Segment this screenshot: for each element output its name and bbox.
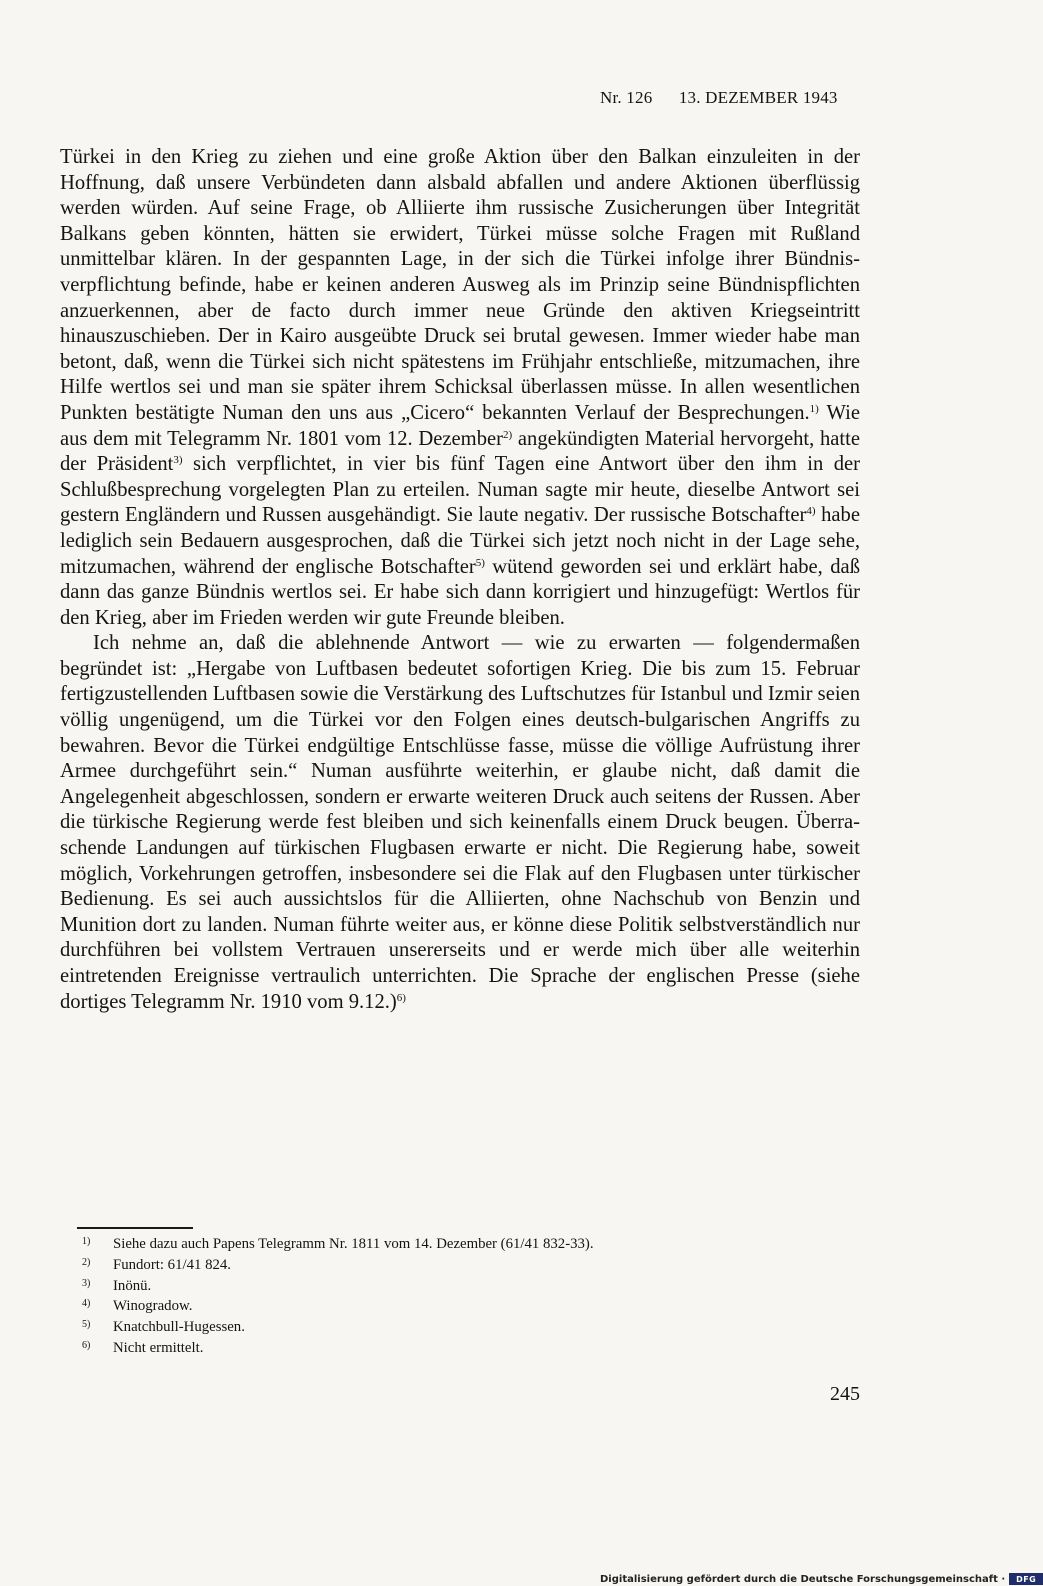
footnote: 2) Fundort: 61/41 824. — [82, 1256, 231, 1273]
text-segment: Wie aus dem mit Telegramm Nr. 1801 vom 12. Dezember — [60, 401, 860, 450]
footnote-text: Inönü. — [113, 1277, 152, 1294]
footnote: 5) Knatchbull-Hugessen. — [82, 1319, 245, 1336]
footnote: 3) Inönü. — [82, 1277, 152, 1294]
document-date: 13. DEZEMBER 1943 — [678, 88, 838, 107]
text-segment: Ich nehme an, daß die ablehnende Antwort — wie zu erwarten — folgendermaßen begründet ist: „Hergabe von Luftbasen bedeutet sofortigen Krieg. Die bis zum 15. Februar fertigzustellenden Luftbasen sowie die Verstärkung des Luftschutzes für Istanbul und Izmir seien völlig ungenügend, um die Türkei vor den Folgen eines deutsch-bulgarischen Angriffs zu bewahren. Bevor die Türkei endgültige Entschlüsse fasse, müsse die völlige Aufrüstung ihrer Armee durchgeführt sein.“ Numan ausführte weiterhin, er glaube nicht, daß damit die Angelegenheit abgeschlossen, sondern er erwarte weiteren Druck auch seitens der Russen. Aber die türkische Regierung werde fest bleiben und sich keinenfalls einem Druck beugen. Überraschende Landungen auf türkischen Flugbasen erwarte er nicht. Die Regierung habe, soweit möglich, Vorkehrungen getroffen, insbesondere sei die Flak auf den Flugbasen unter türkischer Bedienung. Es sei auch aussichtslos für die Alliierten, ohne Nachschub von Benzin und Munition dort zu landen. Numan führte weiter aus, er könne diese Politik selbstverständlich nur durchführen bei vollstem Vertrauen unsererseits und er werde mich über alle weiterhin eintretenden Ereignisse vertraulich unterrichten. Die Sprache der englischen Presse (siehe dortiges Telegramm Nr. 1910 vom 9.12.) — [60, 632, 860, 1013]
paragraph — [60, 145, 860, 631]
text-segment: Türkei in den Krieg zu ziehen und eine große Aktion über den Balkan einzuleiten in der Hoffnung, daß unsere Verbündeten dann alsbald abfallen und andere Aktionen überflüssig werden würden. Auf seine Frage, ob Alliierte ihm russische Zusicherungen über Integrität Balkans geben könnten, hätten sie erwidert, Türkei müsse solche Fragen mit Rußland unmittelbar klären. In der gespannten Lage, in der sich die Türkei infolge ihrer Bündnisverpflichtung befinde, habe er keinen anderen Ausweg als im Prinzip seine Bündnispflichten anzuerkennen, aber de facto durch immer neue Gründe den aktiven Kriegseintritt hinauszuschieben. Der in Kairo ausgeübte Druck sei brutal gewesen. Immer wieder habe man betont, daß, wenn die Türkei sich nicht spätestens im Frühjahr entschließe, mitzumachen, ihre Hilfe wertlos sei und man sie später ihrem Schicksal überlassen müsse. In allen wesentlichen Punkten bestätigte Numan den uns aus „Cicero“ bekannten Verlauf der Besprechungen. — [60, 146, 860, 424]
digitization-credit — [600, 1572, 1043, 1586]
document-number: Nr. 126 — [600, 88, 653, 107]
running-header — [600, 88, 860, 108]
footnotes — [82, 1234, 842, 1359]
paragraph — [60, 631, 860, 1015]
footnote-reference: 5) — [475, 556, 485, 569]
dfg-logo-icon: DFG — [1009, 1573, 1043, 1585]
page-number: 245 — [830, 1383, 860, 1405]
footnote-reference: 6) — [396, 991, 406, 1004]
footnote-text: Knatchbull-Hugessen. — [113, 1319, 245, 1336]
footnote-text: Fundort: 61/41 824. — [113, 1256, 231, 1273]
footnote-reference: 2) — [503, 428, 513, 441]
text-segment: wütend geworden sei und erklärt habe, daß dann das ganze Bündnis wertlos sei. Er habe sich dann korrigiert und hinzugefügt: Wertlos für den Krieg, aber im Frieden werden wir gute Freunde bleiben. — [60, 555, 860, 629]
credit-text: Digitalisierung gefördert durch die Deutsche Forschungsgemeinschaft · — [600, 1573, 1006, 1585]
footnote: 1) Siehe dazu auch Papens Telegramm Nr. 1811 vom 14. Dezember (61/41 832-33). — [82, 1236, 594, 1252]
footnote-text: Siehe dazu auch Papens Telegramm Nr. 1811 vom 14. Dezember (61/41 832-33). — [113, 1236, 594, 1252]
footnote-reference: 4) — [806, 505, 816, 518]
text-segment: sich verpflichtet, in vier bis fünf Tagen eine Antwort über den ihm in der Schlußbesprechung vorgelegten Plan zu erteilen. Numan sagte mir heute, dieselbe Antwort sei gestern Engländern und Russen ausgehändigt. Sie laute negativ. Der russische Botschafter — [60, 453, 860, 527]
footnote-reference: 1) — [809, 402, 819, 415]
text-segment: habe lediglich sein Bedauern ausgesprochen, daß die Türkei sich jetzt noch nicht in der Lage sehe, mitzumachen, während der englische Botschafter — [60, 504, 860, 578]
footnote: 4) Winogradow. — [82, 1298, 193, 1315]
text-segment: angekündigten Material hervorgeht, hatte der Präsident — [60, 427, 860, 476]
footnote-text: Nicht ermittelt. — [113, 1339, 204, 1356]
footnote-reference: 3) — [173, 454, 183, 467]
footnote-text: Winogradow. — [113, 1298, 193, 1315]
body-text — [60, 145, 860, 1015]
footnote: 6) Nicht ermittelt. — [82, 1339, 204, 1356]
footnote-divider — [77, 1227, 193, 1229]
